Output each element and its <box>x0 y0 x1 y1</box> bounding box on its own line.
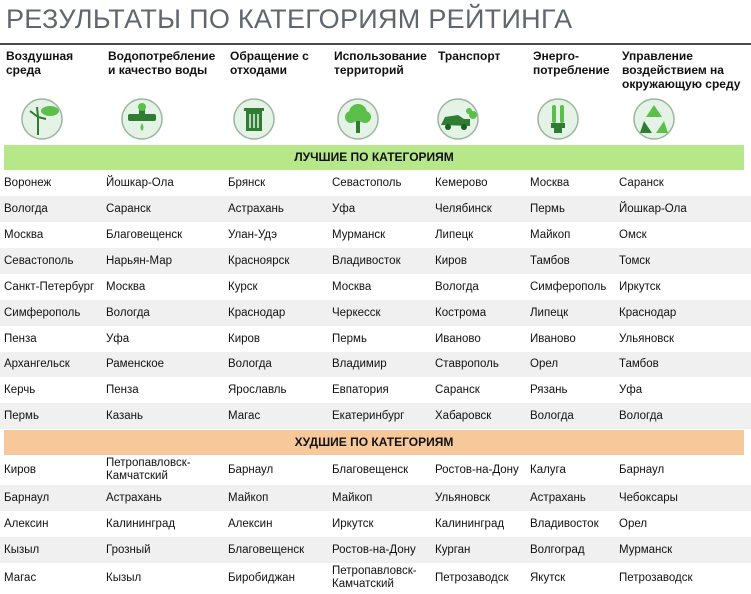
table-cell: Йошкар-Ола <box>619 203 687 215</box>
tree-icon <box>336 97 380 141</box>
table-cell: Благовещенск <box>106 229 183 241</box>
table-cell: Нарьян-Мар <box>106 255 172 267</box>
table-cell: Улан-Удэ <box>228 229 277 241</box>
table-cell: Уфа <box>106 333 130 345</box>
table-cell: Липецк <box>530 307 569 319</box>
table-cell: Петрозаводск <box>619 572 693 584</box>
table-cell: Иваново <box>530 333 576 345</box>
column-header-energy: Энерго- потребление <box>533 49 610 77</box>
table-cell: Мурманск <box>619 544 673 556</box>
table-cell: Благовещенск <box>332 464 409 476</box>
table-cell: Астрахань <box>530 492 586 504</box>
table-cell: Барнаул <box>4 492 50 504</box>
table-row <box>0 485 751 511</box>
column-header-land: Использование территорий <box>334 49 427 77</box>
column-header-management: Управление воздействием на окружающую среду <box>622 49 741 91</box>
column-header-air: Воздушная среда <box>6 49 74 77</box>
table-cell: Калининград <box>106 518 176 530</box>
table-cell: Владивосток <box>530 518 599 530</box>
table-cell: Калуга <box>530 464 566 476</box>
table-cell: Воронеж <box>4 177 52 189</box>
table-cell: Алексин <box>4 518 49 530</box>
table-cell: Мурманск <box>332 229 386 241</box>
table-row <box>0 326 751 352</box>
table-cell: Владимир <box>332 358 387 370</box>
table-cell: Ульяновск <box>435 492 490 504</box>
table-row <box>0 196 751 222</box>
table-row <box>0 563 751 593</box>
table-cell: Симферополь <box>530 281 607 293</box>
light-bulb-icon <box>536 97 580 141</box>
wind-turbine-cloud-icon <box>20 97 64 141</box>
table-cell: Волгоград <box>530 544 585 556</box>
table-cell: Благовещенск <box>228 544 305 556</box>
table-cell: Севастополь <box>4 255 74 267</box>
table-cell: Киров <box>435 255 468 267</box>
table-cell: Кемерово <box>435 177 488 189</box>
table-cell: Иваново <box>435 333 481 345</box>
column-headers <box>0 43 751 97</box>
table-cell: Архангельск <box>4 358 70 370</box>
table-cell: Кызыл <box>106 572 142 584</box>
table-row <box>0 377 751 403</box>
table-cell: Ярославль <box>228 384 287 396</box>
table-cell: Астрахань <box>228 203 284 215</box>
table-cell: Вологда <box>228 358 272 370</box>
table-cell: Иркутск <box>332 518 374 530</box>
table-cell: Петрозаводск <box>435 572 509 584</box>
table-cell: Рязань <box>530 384 568 396</box>
table-cell: Томск <box>619 255 651 267</box>
table-cell: Магас <box>4 572 37 584</box>
table-cell: Вологда <box>435 281 479 293</box>
table-cell: Вологда <box>619 410 663 422</box>
table-cell: Пенза <box>106 384 139 396</box>
table-cell: Саранск <box>106 203 151 215</box>
table-cell: Вологда <box>106 307 150 319</box>
table-cell: Иркутск <box>619 281 661 293</box>
table-cell: Магас <box>228 410 261 422</box>
table-cell: Черкесск <box>332 307 381 319</box>
table-cell: Краснодар <box>619 307 677 319</box>
water-tap-icon <box>120 97 164 141</box>
table-cell: Москва <box>4 229 44 241</box>
column-header-waste: Обращение с отходами <box>230 49 309 77</box>
table-row <box>0 537 751 563</box>
table-row <box>0 222 751 248</box>
table-row <box>0 274 751 300</box>
table-cell: Саранск <box>435 384 480 396</box>
table-cell: Ставрополь <box>435 358 499 370</box>
table-cell: Астрахань <box>106 492 162 504</box>
table-cell: Севастополь <box>332 177 402 189</box>
table-cell: Орел <box>530 358 559 370</box>
table-row <box>0 170 751 196</box>
table-cell: Саранск <box>619 177 664 189</box>
table-cell: Санкт-Петербург <box>4 281 95 293</box>
table-row <box>0 352 751 377</box>
page-title: РЕЗУЛЬТАТЫ ПО КАТЕГОРИЯМ РЕЙТИНГА <box>6 4 573 34</box>
table-cell: Красноярск <box>228 255 290 267</box>
worst-section-header: ХУДШИЕ ПО КАТЕГОРИЯМ <box>4 430 744 455</box>
table-row <box>0 403 751 429</box>
best-section-header: ЛУЧШИЕ ПО КАТЕГОРИЯМ <box>4 145 744 170</box>
table-cell: Симферополь <box>4 307 81 319</box>
table-cell: Казань <box>106 410 143 422</box>
table-cell: Киров <box>4 464 37 476</box>
table-cell: Керчь <box>4 384 36 396</box>
table-cell: Грозный <box>106 544 151 556</box>
table-row <box>0 300 751 326</box>
recycle-icon <box>632 97 676 141</box>
table-cell: Майкоп <box>228 492 269 504</box>
table-cell: Хабаровск <box>435 410 492 422</box>
table-cell: Ульяновск <box>619 333 674 345</box>
table-cell: Тамбов <box>530 255 570 267</box>
table-row <box>0 248 751 274</box>
table-cell: Курган <box>435 544 471 556</box>
table-cell: Пенза <box>4 333 37 345</box>
table-cell: Пермь <box>4 410 39 422</box>
table-cell: Пермь <box>530 203 565 215</box>
table-cell: Евпатория <box>332 384 389 396</box>
table-cell: Петропавловск- Камчатский <box>332 565 417 590</box>
table-cell: Майкоп <box>332 492 373 504</box>
table-cell: Чебоксары <box>619 492 678 504</box>
column-header-transport: Транспорт <box>438 49 501 63</box>
table-cell: Уфа <box>619 384 643 396</box>
table-cell: Кострома <box>435 307 487 319</box>
table-cell: Москва <box>530 177 570 189</box>
table-cell: Киров <box>228 333 261 345</box>
trash-bin-icon <box>232 97 276 141</box>
table-cell: Биробиджан <box>228 572 295 584</box>
column-header-water: Водопотребление и качество воды <box>108 49 216 77</box>
table-cell: Алексин <box>228 518 273 530</box>
table-cell: Екатеринбург <box>332 410 405 422</box>
table-row <box>0 511 751 537</box>
table-cell: Курск <box>228 281 258 293</box>
table-cell: Вологда <box>530 410 574 422</box>
table-cell: Ростов-на-Дону <box>435 464 519 476</box>
table-row <box>0 455 751 485</box>
table-cell: Челябинск <box>435 203 492 215</box>
table-cell: Раменское <box>106 358 165 370</box>
table-cell: Москва <box>106 281 146 293</box>
table-cell: Уфа <box>332 203 356 215</box>
table-cell: Якутск <box>530 572 566 584</box>
table-cell: Ростов-на-Дону <box>332 544 416 556</box>
table-cell: Петропавловск- Камчатский <box>106 457 191 482</box>
table-cell: Барнаул <box>619 464 665 476</box>
table-cell: Калининград <box>435 518 505 530</box>
table-cell: Омск <box>619 229 647 241</box>
table-cell: Москва <box>332 281 372 293</box>
table-cell: Липецк <box>435 229 474 241</box>
table-cell: Пермь <box>332 333 367 345</box>
table-cell: Брянск <box>228 177 266 189</box>
table-cell: Краснодар <box>228 307 286 319</box>
table-cell: Орел <box>619 518 648 530</box>
table-cell: Йошкар-Ола <box>106 177 174 189</box>
table-cell: Вологда <box>4 203 48 215</box>
table-cell: Тамбов <box>619 358 659 370</box>
car-icon <box>436 97 480 141</box>
table-cell: Майкоп <box>530 229 571 241</box>
table-cell: Барнаул <box>228 464 274 476</box>
category-icons <box>0 97 751 145</box>
table-cell: Кызыл <box>4 544 40 556</box>
table-cell: Владивосток <box>332 255 401 267</box>
